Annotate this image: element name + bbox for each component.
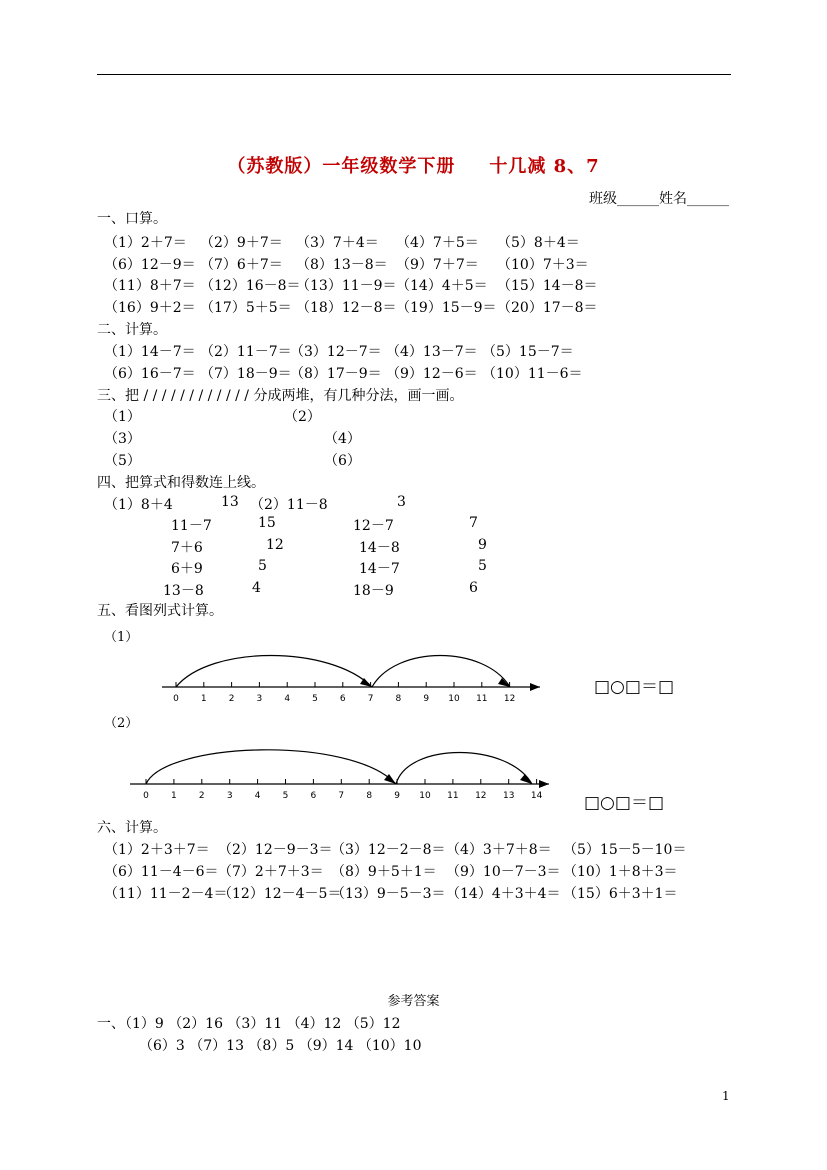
tick-label: 9 xyxy=(394,791,400,801)
problem: （13）11－9＝ xyxy=(296,278,397,294)
problem: （18）12－8＝ xyxy=(296,299,397,316)
problem: （1）14－7＝ xyxy=(104,344,196,360)
problem: （3）12－2－8＝ xyxy=(331,842,446,858)
problem: （7）6＋7＝ xyxy=(200,256,283,273)
problem: （6）16－7＝ xyxy=(104,366,196,382)
sec1-heading: 一、口算。 xyxy=(97,211,167,227)
problem: （6）11－4－6＝ xyxy=(104,864,219,880)
problem: （8）9＋5＋1＝ xyxy=(331,864,437,880)
sec4-g2-expr: 12－7 xyxy=(353,518,394,534)
sec4-g2-result: 7 xyxy=(469,515,478,531)
sec4-g2-label: （2）11－8 xyxy=(250,497,328,513)
fig2-answer-boxes: □○□＝□ xyxy=(584,793,665,813)
tick-label: 10 xyxy=(419,791,431,801)
sec4-g1-result: 12 xyxy=(266,537,284,553)
problem: （9）10－7－3＝ xyxy=(446,864,561,880)
tick-label: 13 xyxy=(502,791,515,801)
tick-label: 11 xyxy=(476,694,488,704)
tick-label: 8 xyxy=(366,791,373,801)
title-topic: 十几减 8、7 xyxy=(489,156,600,177)
tick-label: 12 xyxy=(503,694,516,704)
sec4-g1-expr: 7＋6 xyxy=(171,540,203,556)
problem: （12）16－8＝ xyxy=(200,278,301,294)
class-name-field: 班级______姓名______ xyxy=(589,191,729,207)
tick-label: 7 xyxy=(367,694,374,704)
sec4-g2-result: 6 xyxy=(469,580,478,596)
problem: （11）8＋7＝ xyxy=(104,278,196,294)
tick-label: 2 xyxy=(228,694,235,704)
problem: （1）2＋3＋7＝ xyxy=(104,842,210,858)
sec4-g2-expr: 14－8 xyxy=(359,540,400,556)
tick-label: 0 xyxy=(173,694,179,704)
problem: （8）17－9＝ xyxy=(290,366,382,382)
page-number: 1 xyxy=(722,1089,730,1103)
answers-title: 参考答案 xyxy=(387,994,440,1009)
sec4-heading: 四、把算式和得数连上线。 xyxy=(97,475,265,491)
answers-line-2: （6）3 （7）13 （8）5 （9）14 （10）10 xyxy=(139,1038,422,1054)
problem: （14）4＋3＋4＝ xyxy=(446,886,561,902)
sec4-g1-expr: 6＋9 xyxy=(171,561,203,577)
tick-label: 12 xyxy=(475,791,487,801)
sec3-label-6: （6） xyxy=(324,453,361,469)
tick-label: 1 xyxy=(171,791,177,801)
sec3-label-4: （4） xyxy=(324,431,361,447)
sec3-label-5: （5） xyxy=(104,453,141,469)
tick-label: 3 xyxy=(226,791,233,801)
problem: （5）15－5－10＝ xyxy=(563,842,687,858)
problem: （7）18－9＝ xyxy=(200,366,292,382)
sec4-g1-expr: 13－8 xyxy=(163,583,204,599)
tick-label: 3 xyxy=(256,694,263,704)
problem: （20）17－8＝ xyxy=(497,299,598,316)
sec3-label-3: （3） xyxy=(104,431,141,447)
page-title xyxy=(0,152,827,178)
tick-label: 6 xyxy=(310,791,317,801)
title-main: （苏教版）一年级数学下册 xyxy=(227,156,456,177)
sec4-g2-result: 3 xyxy=(397,494,406,510)
tick-label: 5 xyxy=(282,791,289,801)
sec4-g1-result: 5 xyxy=(258,558,267,574)
problem: （14）4＋5＝ xyxy=(396,278,488,294)
problem: （7）2＋7＋3＝ xyxy=(218,864,324,880)
problem: （15）14－8＝ xyxy=(497,278,598,294)
tick-label: 14 xyxy=(530,791,543,801)
sec3-heading: 三、把 / / / / / / / / / / / / 分成两堆，有几种分法，画一画。 xyxy=(97,388,464,404)
tick-label: 6 xyxy=(339,694,346,704)
sec5-heading: 五、看图列式计算。 xyxy=(97,603,223,619)
problem: （5）8＋4＝ xyxy=(497,235,580,251)
tick-label: 1 xyxy=(200,694,207,704)
sec4-g2-result: 9 xyxy=(478,537,487,553)
answers-line-1: 一、（1）9 （2）16 （3）11 （4）12 （5）12 xyxy=(97,1016,401,1032)
sec4-g2-expr: 14－7 xyxy=(359,561,400,577)
sec4-g1-expr: 11－7 xyxy=(171,518,212,534)
problem: （3）12－7＝ xyxy=(290,344,382,360)
problem: （15）6＋3＋1＝ xyxy=(563,886,678,902)
problem: （12）12－4－5＝ xyxy=(218,886,342,902)
tick-label: 10 xyxy=(448,694,460,704)
sec6-heading: 六、计算。 xyxy=(97,820,167,836)
problem: （17）5＋5＝ xyxy=(200,299,292,316)
problem: （3）7＋4＝ xyxy=(296,235,379,251)
number-line-2 xyxy=(0,730,827,800)
sec3-label-2: （2） xyxy=(284,409,321,425)
sec4-g1-result: 4 xyxy=(252,580,261,596)
sec2-heading: 二、计算。 xyxy=(97,322,167,338)
sec4-g1-label: （1）8＋4 xyxy=(104,497,173,513)
sec3-label-1: （1） xyxy=(104,409,141,425)
sec4-g2-expr: 18－9 xyxy=(353,583,394,599)
tick-label: 9 xyxy=(423,694,430,704)
problem: （4）3＋7＋8＝ xyxy=(446,842,552,858)
sec4-g1-result: 15 xyxy=(258,515,276,531)
tick-label: 11 xyxy=(447,791,459,801)
problem: （4）13－7＝ xyxy=(386,344,478,360)
problem: （9）7＋7＝ xyxy=(396,256,479,273)
tick-label: 4 xyxy=(254,791,261,801)
problem: （8）13－8＝ xyxy=(296,256,388,273)
problem: （9）12－6＝ xyxy=(386,366,478,382)
header-rule xyxy=(97,74,731,75)
problem: （10）7＋3＝ xyxy=(497,256,589,273)
tick-label: 4 xyxy=(284,694,291,704)
number-line-1 xyxy=(0,645,827,705)
problem: （4）7＋5＝ xyxy=(396,235,479,251)
problem: （1）2＋7＝ xyxy=(104,235,187,251)
fig1-label: （1） xyxy=(104,630,139,645)
problem: （13）9－5－3＝ xyxy=(331,886,446,902)
problem: （6）12－9＝ xyxy=(104,256,196,273)
tick-label: 0 xyxy=(143,791,149,801)
fig2-label: （2） xyxy=(104,716,139,731)
problem: （2）11－7＝ xyxy=(200,344,292,360)
sec4-g2-result: 5 xyxy=(478,558,487,574)
sec4-g1-result: 13 xyxy=(221,494,239,510)
problem: （5）15－7＝ xyxy=(482,344,574,360)
problem: （2）12－9－3＝ xyxy=(218,842,333,858)
problem: （16）9＋2＝ xyxy=(104,299,196,316)
fig1-answer-boxes: □○□＝□ xyxy=(594,677,675,697)
tick-label: 2 xyxy=(198,791,205,801)
problem: （11）11－2－4＝ xyxy=(104,886,228,902)
problem: （10）11－6＝ xyxy=(482,366,583,382)
tick-label: 7 xyxy=(338,791,345,801)
tick-label: 8 xyxy=(395,694,402,704)
problem: （2）9＋7＝ xyxy=(200,235,283,251)
problem: （19）15－9＝ xyxy=(396,299,497,316)
problem: （10）1＋8＋3＝ xyxy=(563,864,678,880)
tick-label: 5 xyxy=(312,694,318,704)
